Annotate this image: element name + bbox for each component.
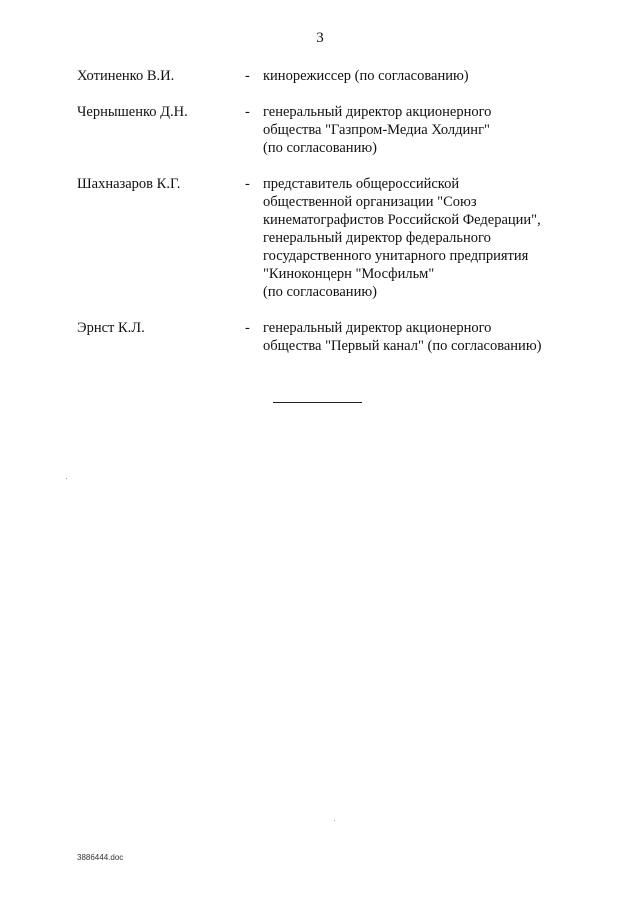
- member-description: [263, 319, 583, 355]
- description-line: (по согласованию): [263, 284, 377, 300]
- list-item: [0, 103, 640, 157]
- description-line: генеральный директор федерального: [263, 230, 491, 246]
- description-line: генеральный директор акционерного: [263, 320, 492, 336]
- scan-speck: [334, 820, 335, 821]
- footer-filename: 3886444.doc: [77, 853, 124, 862]
- dash-separator: -: [245, 104, 250, 120]
- member-name: Хотиненко В.И.: [77, 68, 175, 84]
- page-number: 3: [316, 30, 324, 46]
- member-name: Шахназаров К.Г.: [77, 176, 181, 192]
- description-line: кинорежиссер (по согласованию): [263, 68, 469, 84]
- member-list: [0, 67, 640, 373]
- member-description: [263, 175, 583, 301]
- member-description: [263, 103, 583, 157]
- dash-separator: -: [245, 176, 250, 192]
- description-line: общества "Газпром-Медиа Холдинг": [263, 122, 490, 138]
- list-item: [0, 319, 640, 355]
- list-item: [0, 67, 640, 85]
- description-line: государственного унитарного предприятия: [263, 248, 529, 264]
- description-line: представитель общероссийской: [263, 176, 460, 192]
- member-description: [263, 67, 583, 85]
- description-line: "Киноконцерн "Мосфильм": [263, 266, 435, 282]
- scan-speck: [66, 478, 67, 479]
- dash-separator: -: [245, 68, 250, 84]
- description-line: генеральный директор акционерного: [263, 104, 492, 120]
- description-line: общественной организации "Союз: [263, 194, 477, 210]
- member-name: Эрнст К.Л.: [77, 320, 145, 336]
- end-separator-line: [273, 402, 362, 403]
- dash-separator: -: [245, 320, 250, 336]
- description-line: кинематографистов Российской Федерации",: [263, 212, 541, 228]
- member-name: Чернышенко Д.Н.: [77, 104, 188, 120]
- list-item: [0, 175, 640, 301]
- description-line: общества "Первый канал" (по согласованию): [263, 338, 542, 354]
- description-line: (по согласованию): [263, 140, 377, 156]
